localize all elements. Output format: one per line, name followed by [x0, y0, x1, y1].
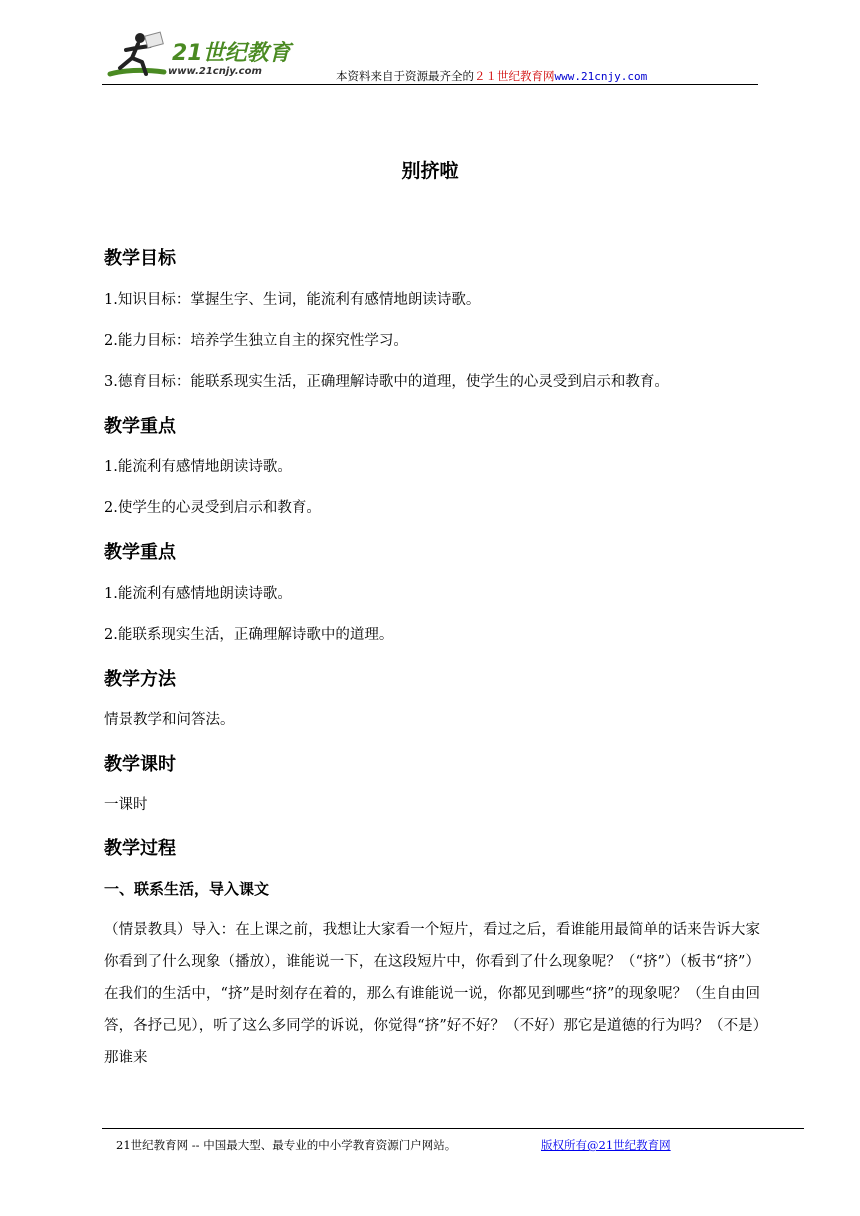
heading-process: 教学过程: [104, 838, 176, 859]
key-point-item: 1.能流利有感情地朗读诗歌。: [104, 586, 292, 602]
copyright-link[interactable]: 版权所有@21世纪教育网: [541, 1138, 671, 1152]
heading-goals: 教学目标: [104, 248, 176, 269]
page-header: [102, 28, 758, 86]
heading-method: 教学方法: [104, 669, 176, 690]
header-note-url[interactable]: www.21cnjy.com: [554, 70, 648, 83]
footer-divider: [102, 1128, 804, 1129]
goal-item: 2.能力目标：培养学生独立自主的探究性学习。: [104, 333, 408, 349]
document-title: 别挤啦: [401, 160, 459, 182]
goal-item: 3.德育目标：能联系现实生活，正确理解诗歌中的道理，使学生的心灵受到启示和教育。: [104, 374, 669, 390]
key-point-item: 1.能流利有感情地朗读诗歌。: [104, 459, 292, 475]
runner-logo-icon: [102, 28, 172, 84]
heading-key-points: 教学重点: [104, 416, 176, 437]
header-note: [336, 68, 647, 84]
header-divider: [102, 84, 758, 85]
header-note-brand[interactable]: ２１世纪教育网: [474, 69, 555, 83]
process-subheading: 一、联系生活，导入课文: [104, 880, 270, 898]
method-text: 情景教学和问答法。: [104, 712, 235, 728]
site-logo[interactable]: [102, 28, 322, 84]
key-point-item: 2.使学生的心灵受到启示和教育。: [104, 500, 321, 516]
process-paragraph: （情景教具）导入：在上课之前，我想让大家看一个短片，看过之后，看谁能用最简单的话来告诉大家你看到了什么现象（播放），谁能说一下，在这段短片中，你看到了什么现象呢？（“挤”）（板书“挤”）在我们的生活中，“挤”是时刻存在着的，那么有谁能说一说，你都见到哪些“挤”的现象呢？（生自由回答，各抒己见），听了这么多同学的诉说，你觉得“挤”好不好？（不好）那它是道德的行为吗？（不是）那谁来: [104, 922, 760, 1066]
footer-text: 21世纪教育网 -- 中国最大型、最专业的中小学教育资源门户网站。: [116, 1138, 457, 1152]
key-point-item: 2.能联系现实生活，正确理解诗歌中的道理。: [104, 627, 394, 643]
heading-hours: 教学课时: [104, 754, 176, 775]
hours-text: 一课时: [104, 797, 148, 813]
logo-url: www.21cnjy.com: [168, 66, 262, 77]
logo-text: 21世纪教育: [172, 41, 291, 66]
header-note-prefix: 本资料来自于资源最齐全的: [336, 69, 474, 83]
goal-item: 1.知识目标：掌握生字、生词，能流利有感情地朗读诗歌。: [104, 292, 481, 308]
heading-key-points-2: 教学重点: [104, 542, 176, 563]
